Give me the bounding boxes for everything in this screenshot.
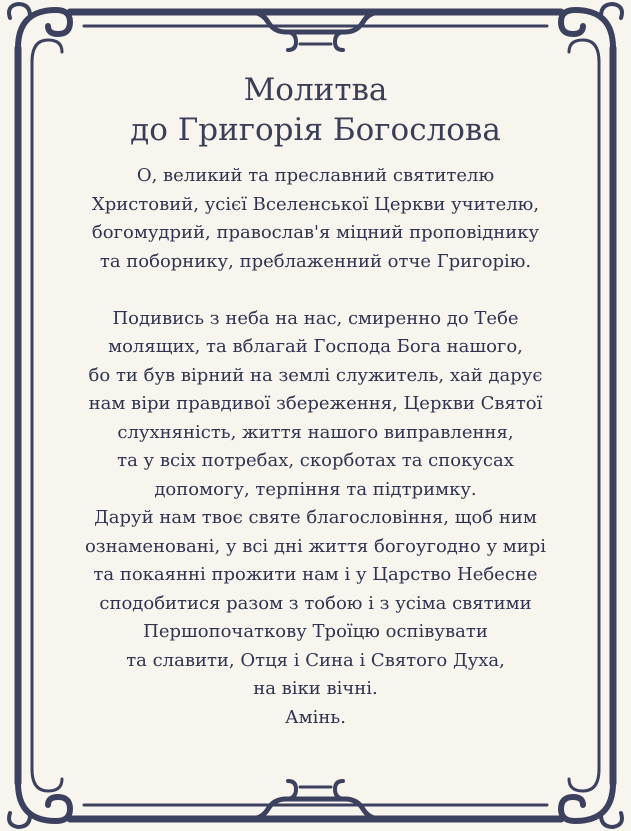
prayer-line: Даруй нам твоє святе благословіння, щоб ним bbox=[94, 507, 537, 528]
prayer-line: та покаянні прожити нам і у Царство Небесне bbox=[93, 564, 538, 585]
prayer-line: О, великий та преславний святителю bbox=[136, 165, 495, 186]
prayer-text bbox=[40, 162, 591, 732]
prayer-line: сподобитися разом з тобою і з усіма святими bbox=[99, 592, 532, 614]
prayer-line: Христовий, усієї Вселенської Церкви учителю, bbox=[91, 193, 540, 215]
page-title bbox=[40, 70, 591, 150]
prayer-line: ознаменовані, у всі дні життя богоугодно у мирі bbox=[84, 535, 547, 557]
title-line-1: Молитва bbox=[243, 72, 388, 108]
prayer-line: та поборнику, преблаженний отче Григорію. bbox=[99, 250, 532, 272]
prayer-line: бо ти був вірний на землі служитель, хай дарує bbox=[88, 364, 543, 386]
prayer-line: молящих, та вблагай Господа Бога нашого, bbox=[108, 336, 523, 357]
prayer-line: Подивись з неба на нас, смиренно до Тебе bbox=[112, 307, 519, 329]
prayer-line: та у всіх потребах, скорботах та спокусах bbox=[117, 450, 514, 471]
prayer-line: та славити, Отця і Сина і Святого Духа, bbox=[126, 649, 505, 671]
prayer-line: богомудрий, православ'я міцний проповіднику bbox=[91, 222, 540, 243]
prayer-line: допомогу, терпіння та підтримку. bbox=[154, 478, 477, 500]
prayer-line: на віки вічні. bbox=[253, 678, 378, 699]
prayer-line: слухняність, життя нашого виправлення, bbox=[117, 421, 514, 443]
paragraph-spacer bbox=[40, 276, 591, 305]
prayer-line: нам віри правдивої збереження, Церкви Святої bbox=[88, 393, 543, 414]
prayer-line: Першопочаткову Троїцю оспівувати bbox=[143, 621, 488, 642]
prayer-content bbox=[40, 70, 591, 732]
title-line-2: до Григорія Богослова bbox=[130, 112, 501, 148]
prayer-line-amen: Амінь. bbox=[285, 706, 346, 728]
